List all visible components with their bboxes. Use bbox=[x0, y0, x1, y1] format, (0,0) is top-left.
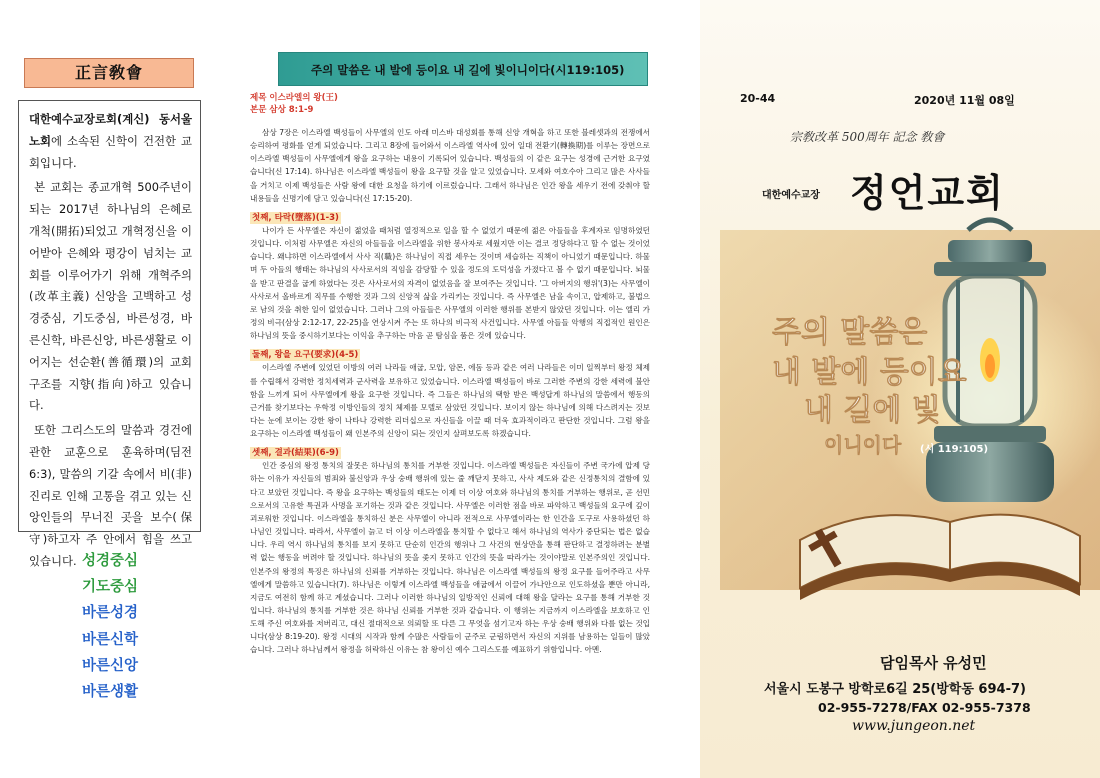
value-item: 바른생활 bbox=[81, 684, 139, 701]
section-heading: 둘째, 왕을 요구(要求)(4-5) bbox=[252, 350, 359, 361]
art-verse-reference: (시 119:105) bbox=[920, 444, 989, 455]
art-verse-line: 주의 말씀은 bbox=[772, 315, 928, 350]
denomination-label: 대한예수교장 bbox=[762, 190, 820, 201]
intro-paragraph-2 bbox=[29, 177, 192, 417]
church-address: 서울시 도봉구 방학로6길 25(방학동 694-7) bbox=[764, 682, 1026, 697]
value-item: 바른성경 bbox=[81, 605, 139, 622]
sermon-body bbox=[250, 92, 650, 657]
sermon-title: 제목 이스라엘의 왕(王) bbox=[250, 93, 338, 103]
issue-number: 20-44 bbox=[740, 92, 776, 105]
verse-banner bbox=[278, 52, 648, 86]
value-item: 바른신앙 bbox=[81, 657, 139, 674]
art-verse-line: 내 길에 빛 bbox=[804, 393, 941, 428]
church-name-hanja: 正言敎會 bbox=[24, 58, 194, 88]
church-introduction-box bbox=[18, 100, 201, 568]
sermon-paragraph: 이스라엘 주변에 있었던 이방의 여러 나라들 애굽, 모압, 암몬, 에돔 등과 같은 여러 나라들은 이미 일찍부터 왕정 체제를 수립해서 강력한 정치세력과 군사력을 보유하고 있었습니다. 이스라엘 백성들이 바로 그러한 주변의 강한 세력에 불안함을 느끼게 되어 사무엘에게 왕을 요구한 것입니다. 즉 그들은 하나님의 택함 받은 백성답게 하나님의 말씀에서 행동의 근거를 찾기보다는 우학정 이방인들의 정치 체제를 모델로 삼았던 것입니다. 보이지 않는 하나님에 의해 다스려지는 것보다는 눈에 보이는 강한 왕이 나타나 강력한 리더십으로 자신들을 이끌 때 더욱 효과적이라고 판단한 것입니다. 그럼 왕을 요구하는 이스라엘 백성들이 왜 인본주의 신앙이 되는 것인지 살펴보도록 하겠습니다. bbox=[250, 363, 650, 439]
senior-pastor: 담임목사 유성민 bbox=[880, 654, 987, 672]
intro-paragraph-1 bbox=[29, 109, 192, 174]
art-verse-line: 이니이다 bbox=[824, 433, 902, 457]
cover-panel bbox=[700, 0, 1100, 778]
section-heading: 셋째, 결과(結果)(6-9) bbox=[252, 448, 339, 459]
intro-text: 에 소속된 신학이 건전한 교회입니다. bbox=[29, 133, 192, 170]
intro-text: 본 교회는 종교개혁 500주년이 되는 2017년 하나님의 은혜로 개척(開拓)되었고 개혁정신을 이어받아 은혜와 평강이 넘치는 교회를 이루어가기 위해 개혁주의(改革主義) 신앙을 고백하고 성경중심, 기도중심, 바른성경, 바른신학, 바른신앙, 바른생활로 이어지는 선순환(善循環)의 교회 구조를 지향(指向)하고 있습니다. bbox=[29, 180, 192, 413]
value-item: 기도중심 bbox=[81, 579, 139, 596]
church-name: 정언교회 bbox=[850, 171, 1005, 215]
verse-banner-text: 주의 말씀은 내 발에 등이요 내 길에 빛이니이다(시119:105) bbox=[311, 63, 625, 77]
sermon-paragraph: 인간 중심의 왕정 통치의 잘못은 하나님의 통치를 거부한 것입니다. 이스라엘 백성들은 자신들이 주변 국가에 압제 당하는 이유가 자신들의 범죄와 불신앙과 우상 숭배 행위에 있는 줄 깨닫지 못하고, 사사 제도와 같은 신정통치의 결함에 있다고 보았던 것입니다. 즉 왕을 요구하는 백성들의 태도는 이제 더 이상 여호와 하나님의 통치를 거부하는 행위로, 곧 선민으로서의 고유한 특권과 사명을 포기하는 것과 같은 것입니다. 사무엘은 이러한 점을 바로 파악하고 백성들의 요구에 깊이 괴로워한 것입니다. 이스라엘을 통치하신 분은 사무엘이 아니라 전적으로 사무엘이라는 한 인간을 도구로 사용하셨던 하나님인 것입니다. 따라서, 사무엘이 늙고 더 이상 이스라엘을 통치할 수 없다고 해서 하나님의 역사가 중단되는 법은 없습니다. 우리 역시 하나님의 통치를 보지 못하고 단순히 인간의 행위나 그 사건의 현상만을 통해 판단하고 결정하려는 분별력 없는 행동을 버려야 할 것입니다. 하나님의 뜻을 좇지 못하고 인간의 뜻을 따라가는 것이야말로 인본주의인 것입니다. 인본주의 왕정의 특징은 하나님의 신뢰를 거부하는 것입니다. 하나님은 이스라엘 백성들의 왕정 요구를 들어주라고 사무엘에게 말씀하고 있습니다(7). 하나님은 이렇게 이스라엘 백성들을 애굽에서 이끌어 가나안으로 인도하셨을 뿐만 아니라, 지금도 여전히 함께 하고 계셨습니다. 그러나 이러한 하나님의 일방적인 신뢰에 대해 왕을 달라는 요구를 통해 거부한 것입니다. 하나님의 통치를 거부한 것은 하나님 신뢰를 거부한 것과 같습니다. 이 행위는 지금까지 이스라엘을 보호하고 인도해 주신 여호와를 저버리고, 대신 절대적으로 의뢰할 또 다른 그 무엇을 섬기고자 하는 우상 숭배 행위와 다를 없는 것입니다(삼상 8:19-20). 왕정 시대의 시작과 함께 수많은 사람들이 군주로 군림하면서 자신의 지위를 남용하는 일들이 많았습니다. 그러나 하나님께서 왕정을 허락하신 이유는 참 왕이신 예수 그리스도를 예표하기 위함입니다. 아멘. bbox=[250, 461, 650, 655]
sermon-paragraph: 삼상 7장은 이스라엘 백성들이 사무엘의 인도 아래 미스바 대성회를 통해 신앙 개혁을 하고 또한 블레셋과의 전쟁에서 승리하여 평화를 얻게 되었습니다. 그리고 8장에 들어와서 이스라엘 역사에 있어 일대 전환기(轉換期)를 이루는 장면으로 이스라엘 백성들이 사무엘에게 왕을 요구하는 내용이 기록되어 있습니다. 백성들의 이 같은 요구는 성경에 근거한 요구였습니다(신 17:14). 하나님은 이스라엘 백성들이 왕을 요구할 것을 알고 있었습니다. 모세와 여호수아 그리고 많은 사사들을 거치고 이제 백성들은 사람 왕에 대한 요청을 하기에 이르렀습니다. 그래서 하나님은 인간 왕을 세우기 전에 갖춰야 할 내용들을 신명기에 담고 있습니다(신 17:15-20). bbox=[250, 128, 650, 203]
core-values-list bbox=[40, 548, 180, 705]
intro-bold: 대한예수교장로회(계신) 동서울 노회 bbox=[29, 112, 192, 148]
value-item: 성경중심 bbox=[81, 553, 139, 569]
section-heading: 첫째, 타락(墮落)(1-3) bbox=[252, 212, 339, 223]
contact-phone: 02-955-7278/FAX 02-955-7378 bbox=[818, 700, 1031, 715]
website-link[interactable]: www.jungeon.net bbox=[852, 718, 976, 734]
sermon-scripture: 본문 삼상 8:1-9 bbox=[250, 105, 314, 115]
value-item: 바른신학 bbox=[81, 631, 139, 648]
anniversary-tagline: 宗敎改革 500周年 記念 敎會 bbox=[790, 130, 945, 144]
intro-text: 또한 그리스도의 말씀과 경건에 관한 교훈으로 훈육하며(딤전 6:3), 말씀의 기갈 속에서 비(非) 진리로 인해 고통을 겪고 있는 신앙인들의 무너진 곳을 보수(保守)하고자 주 안에서 힘을 쓰고 있습니다. bbox=[29, 423, 192, 568]
sermon-paragraph: 나이가 든 사무엘은 자신이 젊었을 때처럼 열정적으로 일을 할 수 없었기 때문에 젊은 아들들을 후계자로 임명하였던 것입니다. 이처럼 사무엘은 자신의 아들들을 이스라엘을 위한 봉사자로 세웠지만 이는 결코 정당하다고 할 수 없는 것이었습니다. 왜냐하면 이스라엘에서 사사 직(職)은 하나님이 직접 세우는 것이며 세습하는 직책이 아니었기 때문입니다. 하물며 두 아들의 행태는 하나님의 사사로서의 직임을 감당할 수 있을 정도의 도덕성을 가졌다고 볼 수 없기 때문입니다. 뇌물을 받고 판결을 굽게 하였다는 것은 사사로서의 자격이 없었음을 잘 보여주는 것입니다. '그 아버지의 행위'(3)는 사무엘이 사사로서 올바르게 직무를 수행한 것과 그의 신앙적 삶을 가리키는 것입니다. 즉 사무엘은 남을 속이고, 압제하고, 불법으로 남의 것을 취한 일이 없었습니다. 그러나 그의 아들들은 사무엘의 이러한 행위를 본받지 않았던 것입니다. 이는 엘리 가정의 비극(삼상 2:12-17, 22-25)을 연상시켜 주는 또 하나의 비극적 사건입니다. 사무엘 아들들 악행의 직접적인 원인은 하나님의 뜻을 중시하기보다는 이익을 추구하는 마음 곧 탐심을 품은 것에 있습니다. bbox=[250, 225, 650, 341]
bulletin-date: 2020년 11월 08일 bbox=[914, 94, 1015, 107]
sermon-panel bbox=[242, 52, 652, 772]
lantern-bible-illustration bbox=[720, 210, 1100, 610]
art-verse-line: 내 발에 등이요 bbox=[772, 355, 967, 390]
